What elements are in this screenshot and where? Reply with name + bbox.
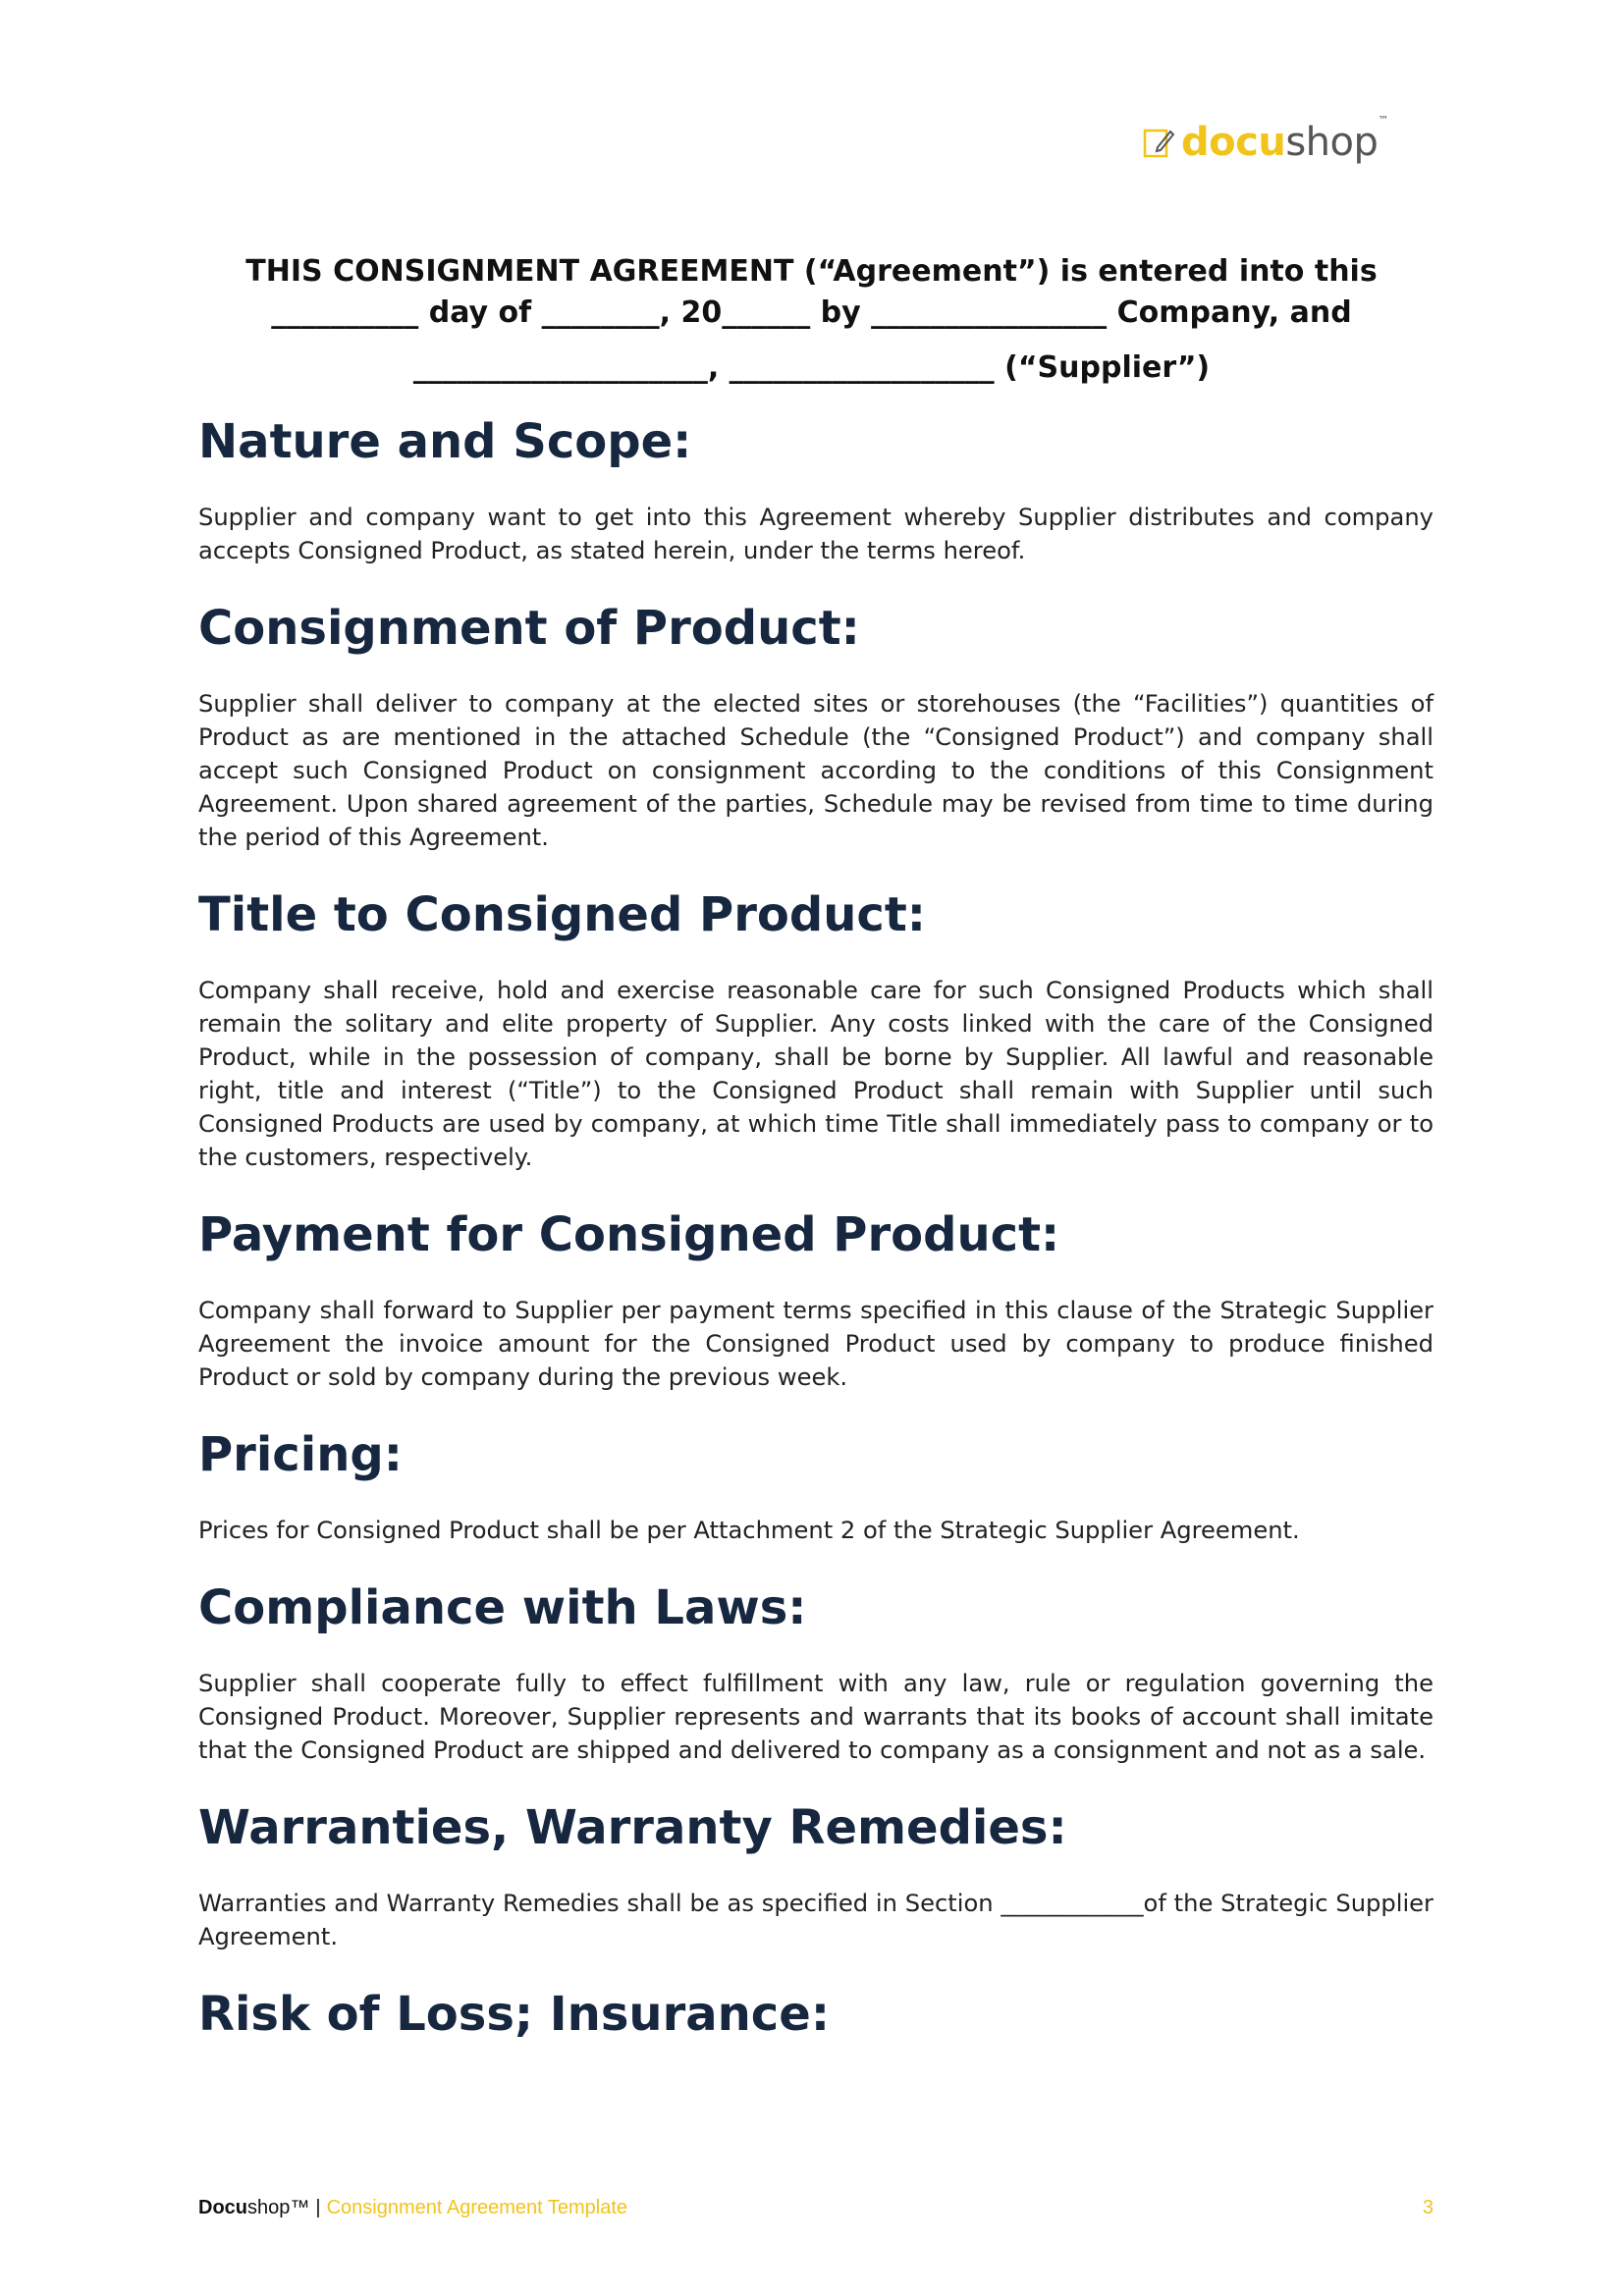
document-body: [198, 412, 1434, 2073]
section-paragraph: Supplier shall cooperate fully to effect fulfillment with any law, rule or regulation governing the Consigned Product. Moreover, Supplier represents and warrants that its books of account shall imitate that the Consigned Product are shipped and delivered to company as a consignment and not as a sale.: [198, 1670, 1434, 1764]
section-payment: [198, 1205, 1434, 1394]
footer-brand-rest: shop™: [247, 2197, 310, 2218]
section-paragraph: Company shall forward to Supplier per payment terms specified in this clause of the Strategic Supplier Agreement the invoice amount for the Consigned Product used by company to produce finished Product or sold by company during the previous week.: [198, 1297, 1434, 1391]
docushop-logo: [1142, 114, 1388, 165]
footer-separator: |: [315, 2197, 321, 2218]
section-paragraph: Supplier shall deliver to company at the elected sites or storehouses (the “Facilities”) quantities of Product as are mentioned in the attached Schedule (the “Consigned Product”) and company shall accept such Consigned Product on consignment according to the conditions of this Consignment Agreement. Upon shared agreement of the parties, Schedule may be revised from time to time during the period of this Agreement.: [198, 690, 1434, 851]
section-nature-scope: [198, 412, 1434, 567]
section-heading: Nature and Scope:: [198, 414, 692, 469]
footer-document-title: Consignment Agreement Template: [326, 2197, 628, 2218]
logo-brand-rest: shop: [1285, 120, 1379, 165]
section-risk-of-loss: [198, 1985, 1434, 2044]
intro-line-1: THIS CONSIGNMENT AGREEMENT (“Agreement”) is entered into this: [245, 254, 1378, 289]
section-heading: Consignment of Product:: [198, 601, 860, 656]
logo-brand-bold: docu: [1181, 120, 1286, 165]
section-title-to-consigned-product: [198, 885, 1434, 1174]
section-paragraph: Supplier and company want to get into this Agreement whereby Supplier distributes and company accepts Consigned Product, as stated herein, under the terms hereof.: [198, 504, 1434, 564]
document-pencil-icon: [1142, 126, 1175, 159]
section-pricing: [198, 1425, 1434, 1547]
section-consignment-of-product: [198, 599, 1434, 854]
logo-wordmark: [1181, 114, 1388, 165]
section-heading: Compliance with Laws:: [198, 1580, 807, 1635]
section-heading: Payment for Consigned Product:: [198, 1207, 1060, 1262]
section-heading: Warranties, Warranty Remedies:: [198, 1800, 1067, 1855]
footer-brand: [198, 2197, 309, 2218]
section-warranties: [198, 1798, 1434, 1953]
footer-left: [198, 2197, 627, 2219]
section-compliance: [198, 1578, 1434, 1767]
section-heading: Risk of Loss; Insurance:: [198, 1987, 831, 2042]
page-number: 3: [1422, 2197, 1434, 2218]
logo-trademark: ™: [1378, 114, 1388, 127]
intro-line-3: ____________________, __________________ (“Supplier”): [412, 350, 1211, 385]
footer-brand-bold: Docu: [198, 2197, 247, 2218]
section-heading: Title to Consigned Product:: [198, 887, 926, 942]
agreement-intro: [196, 251, 1427, 389]
section-heading: Pricing:: [198, 1427, 403, 1482]
section-paragraph: Company shall receive, hold and exercise reasonable care for such Consigned Products which shall remain the solitary and elite property of Supplier. Any costs linked with the care of the Consigned Product, while in the possession of company, shall be borne by Supplier. All lawful and reasonable right, title and interest (“Title”) to the Consigned Product shall remain with Supplier until such Consigned Products are used by company, at which time Title shall immediately pass to company or to the customers, respectively.: [198, 977, 1434, 1171]
page-footer: [198, 2197, 1434, 2219]
section-paragraph: Warranties and Warranty Remedies shall be as specified in Section ____________of the Strategic Supplier Agreement.: [198, 1890, 1434, 1950]
section-paragraph: Prices for Consigned Product shall be per Attachment 2 of the Strategic Supplier Agreement.: [198, 1517, 1300, 1544]
intro-line-2: __________ day of ________, 20______ by ________________ Company, and: [271, 295, 1352, 330]
